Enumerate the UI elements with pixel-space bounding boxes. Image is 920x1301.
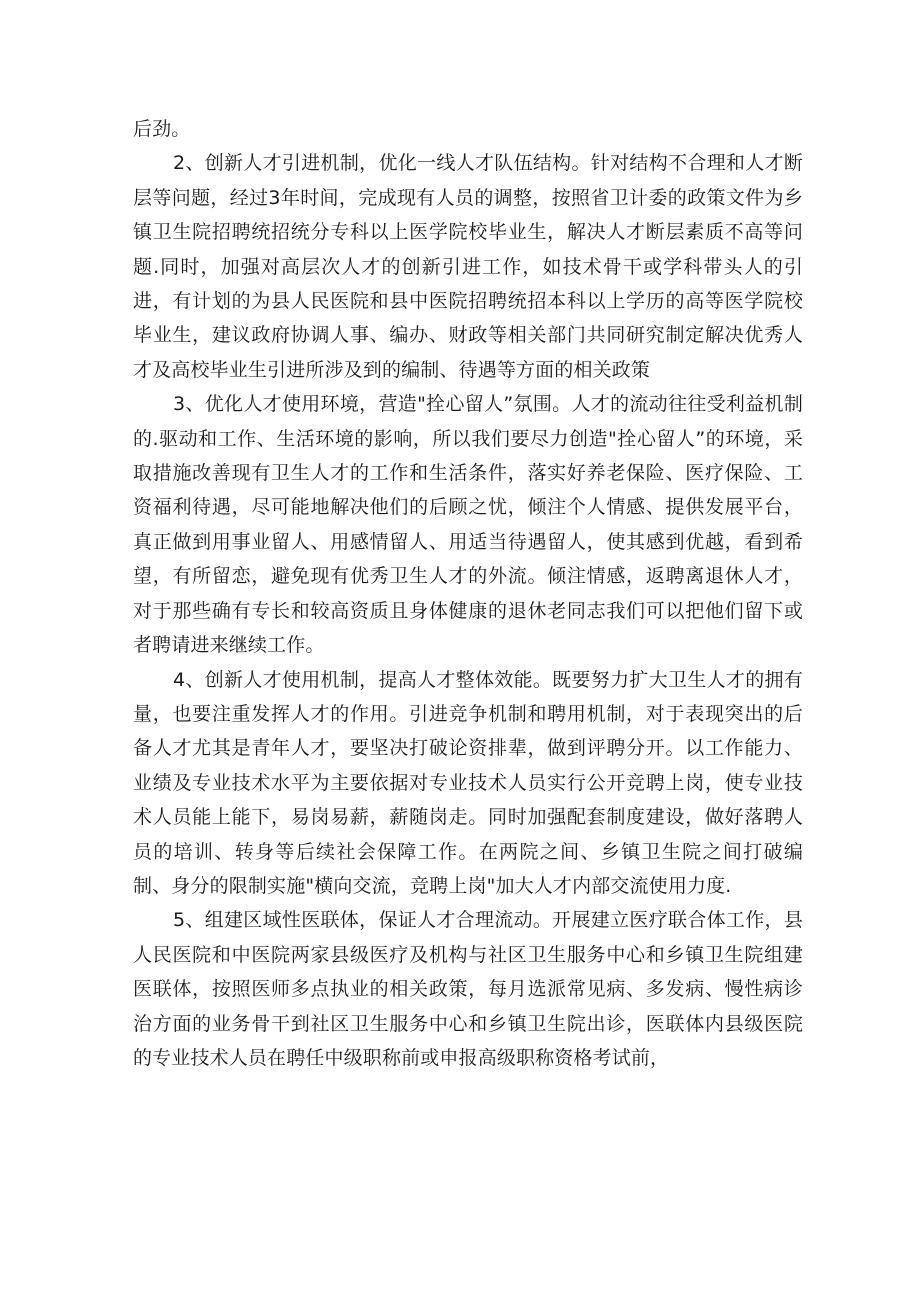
paragraph-item-5: 5、组建区域性医联体，保证人才合理流动。开展建立医疗联合体工作，县人民医院和中医院两家县级医疗及机构与社区卫生服务中心和乡镇卫生院组建医联体，按照医师多点执业的相关政策，每月选派常见病、多发病、慢性病诊治方面的业务骨干到社区卫生服务中心和乡镇卫生院出诊，医联体内县级医院的专业技术人员在聘任中级职称前或申报高级职称资格考试前， bbox=[133, 909, 803, 1069]
body-text bbox=[133, 112, 803, 1075]
paragraph-item-2: 2、创新人才引进机制，优化一线人才队伍结构。针对结构不合理和人才断层等问题，经过3年时间，完成现有人员的调整，按照省卫计委的政策文件为乡镇卫生院招聘统招统分专科以上医学院校毕业生，解决人才断层素质不高等问题.同时，加强对高层次人才的创新引进工作，如技术骨干或学科带头人的引进，有计划的为县人民医院和县中医院招聘统招本科以上学历的高等医学院校毕业生，建议政府协调人事、编办、财政等相关部门共同研究制定解决优秀人才及高校毕业生引进所涉及到的编制、待遇等方面的相关政策 bbox=[133, 152, 803, 381]
paragraph-item-4: 4、创新人才使用机制，提高人才整体效能。既要努力扩大卫生人才的拥有量，也要注重发挥人才的作用。引进竞争机制和聘用机制，对于表现突出的后备人才尤其是青年人才，要坚决打破论资排辈，做到评聘分开。以工作能力、业绩及专业技术水平为主要依据对专业技术人员实行公开竞聘上岗，使专业技术人员能上能下，易岗易薪，薪随岗走。同时加强配套制度建设，做好落聘人员的培训、转身等后续社会保障工作。在两院之间、乡镇卫生院之间打破编制、身分的限制实施"横向交流，竞聘上岗"加大人才内部交流使用力度. bbox=[133, 668, 803, 897]
paragraph-item-3: 3、优化人才使用环境，营造"拴心留人”氛围。人才的流动往往受利益机制的.驱动和工作、生活环境的影响，所以我们要尽力创造"拴心留人”的环境，采取措施改善现有卫生人才的工作和生活条件，落实好养老保险、医疗保险、工资福利待遇，尽可能地解决他们的后顾之忧，倾注个人情感、提供发展平台，真正做到用事业留人、用感情留人、用适当待遇留人，使其感到优越，看到希望，有所留恋，避免现有优秀卫生人才的外流。倾注情感，返聘离退休人才，对于那些确有专长和较高资质且身体健康的退休老同志我们可以把他们留下或者聘请进来继续工作。 bbox=[133, 393, 803, 657]
paragraph-continuation: 后劲。 bbox=[133, 118, 191, 140]
